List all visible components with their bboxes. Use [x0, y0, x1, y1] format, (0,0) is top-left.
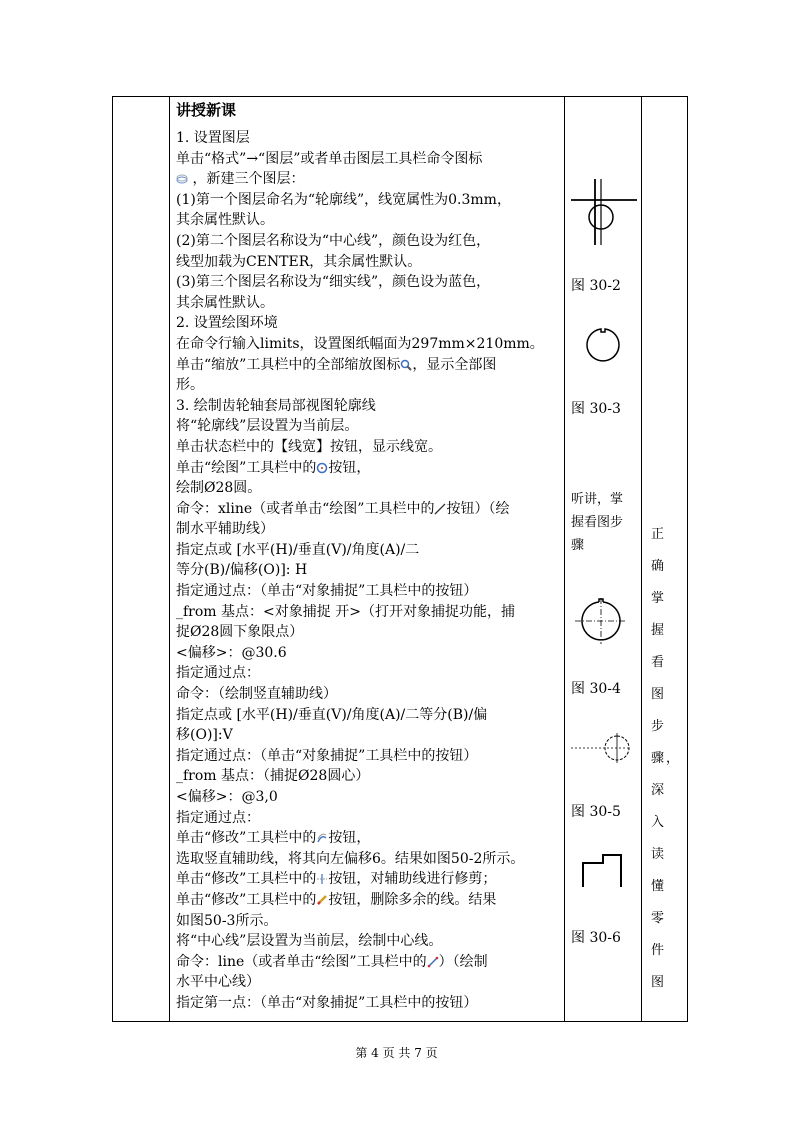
- page-footer: 第 4 页 共 7 页: [355, 1046, 438, 1060]
- teaching-note: 听讲，掌 握看图步 骤: [571, 492, 624, 553]
- text-line: 指定通过点：（单击“对象捕捉”工具栏中的按钮）: [176, 747, 478, 764]
- text-line: 单击“格式”→“图层”或者单击图层工具栏命令图标: [176, 150, 483, 167]
- text-line: ，新建三个图层：: [176, 169, 564, 190]
- line-icon: [427, 956, 439, 968]
- layer-icon: [176, 173, 188, 185]
- text-line: 将“中心线”层设置为当前层，绘制中心线。: [176, 933, 443, 950]
- text-line: 单击状态栏中的【线宽】按钮，显示线宽。: [176, 438, 442, 455]
- text-line: 指定通过点：（单击“对象捕捉”工具栏中的按钮）: [176, 583, 478, 600]
- text-line: 指定点或 [水平(H)/垂直(V)/角度(A)/二: [176, 541, 420, 558]
- text-line: 其余属性默认。: [176, 212, 274, 229]
- lesson-table: [112, 96, 688, 1022]
- objective-column: [641, 97, 687, 1021]
- text-line: 在命令行输入limits，设置图纸幅面为297mm×210mm。: [176, 335, 544, 352]
- text-line: 绘制Ø28圆。: [176, 480, 262, 497]
- trim-icon: [316, 873, 328, 885]
- text-line: 如图50-3所示。: [176, 912, 278, 929]
- text-line: 等分(B)/偏移(O)]: H: [176, 562, 308, 579]
- text-line: 1. 设置图层: [176, 130, 250, 146]
- text-line: 形。: [176, 377, 204, 394]
- text-line: (2)第二个图层名称设为“中心线”，颜色设为红色，: [176, 232, 491, 249]
- figure-30-2-drawing: [571, 179, 637, 247]
- teaching-objective: 正 确 掌 握 看 图 步 骤， 深 入 读 懂 零 件 图: [651, 527, 682, 990]
- text-line: 线型加载为CENTER，其余属性默认。: [176, 253, 422, 270]
- text-line: 单击“缩放”工具栏中的全部缩放图标 ，显示全部图: [176, 356, 497, 373]
- figure-30-4-drawing: [575, 598, 627, 644]
- figure-caption: 图 30-3: [571, 401, 621, 417]
- text-line: 将“轮廓线”层设置为当前层。: [176, 418, 359, 435]
- figure-caption: 图 30-5: [571, 804, 621, 820]
- figure-30-3-drawing: [583, 325, 623, 365]
- figure-caption: 图 30-6: [571, 930, 621, 946]
- text-line: <偏移>：@3,0: [176, 789, 278, 805]
- figure-column: [564, 97, 641, 1021]
- text-line: 单击“修改”工具栏中的 按钮，删除多余的线。结果: [176, 891, 497, 908]
- text-line: (3)第三个图层名称设为“细实线”，颜色设为蓝色，: [176, 274, 491, 291]
- text-line: 单击“修改”工具栏中的 按钮，对辅助线进行修剪；: [176, 871, 497, 888]
- figure-30-6-drawing: [581, 853, 627, 887]
- text-line: 2. 设置绘图环境: [176, 315, 278, 332]
- section-title: 讲授新课: [176, 101, 237, 119]
- text-line: 命令：line（或者单击“绘图”工具栏中的 ）（绘制: [176, 953, 488, 970]
- text-line: 单击“修改”工具栏中的 按钮，: [176, 830, 371, 847]
- figure-caption: 图 30-2: [571, 278, 621, 294]
- xline-icon: [434, 503, 446, 515]
- text-line: 命令：xline（或者单击“绘图”工具栏中的 按钮）（绘: [176, 500, 510, 517]
- text-line: 其余属性默认。: [176, 294, 274, 311]
- text-line: _from 基点：<对象捕捉 开>（打开对象捕捉功能，捕: [176, 603, 515, 620]
- text-line: 3. 绘制齿轮轴套局部视图轮廓线: [176, 397, 376, 414]
- text-line: _from 基点：（捕捉Ø28圆心）: [176, 768, 370, 785]
- text-line: 指定第一点：（单击“对象捕捉”工具栏中的按钮）: [176, 994, 478, 1011]
- text-line: 单击“绘图”工具栏中的 按钮，: [176, 459, 371, 476]
- zoom-all-icon: [400, 359, 412, 371]
- text-line: 选取竖直辅助线，将其向左偏移6。结果如图50-2所示。: [176, 850, 525, 867]
- text-line: 水平中心线）: [176, 974, 260, 991]
- text-line: 指定通过点：: [176, 665, 260, 682]
- text-line: <偏移>：@30.6: [176, 644, 287, 661]
- text-line: 移(O)]:V: [176, 727, 233, 744]
- text-line: 命令：（绘制竖直辅助线）: [176, 686, 337, 703]
- lesson-content: [170, 97, 564, 1014]
- text-line: 指定点或 [水平(H)/垂直(V)/角度(A)/二等分(B)/偏: [176, 706, 488, 723]
- text-line: (1)第一个图层命名为“轮廓线”，线宽属性为0.3mm，: [176, 191, 511, 208]
- circle-icon: [316, 462, 328, 474]
- text-line: 指定通过点：: [176, 809, 260, 826]
- text-line: 捉Ø28圆下象限点）: [176, 624, 304, 641]
- figure-30-5-drawing: [571, 733, 631, 763]
- text-line: 制水平辅助线）: [176, 521, 274, 538]
- figure-caption: 图 30-4: [571, 681, 621, 697]
- erase-icon: [316, 894, 328, 906]
- offset-icon: [316, 832, 328, 844]
